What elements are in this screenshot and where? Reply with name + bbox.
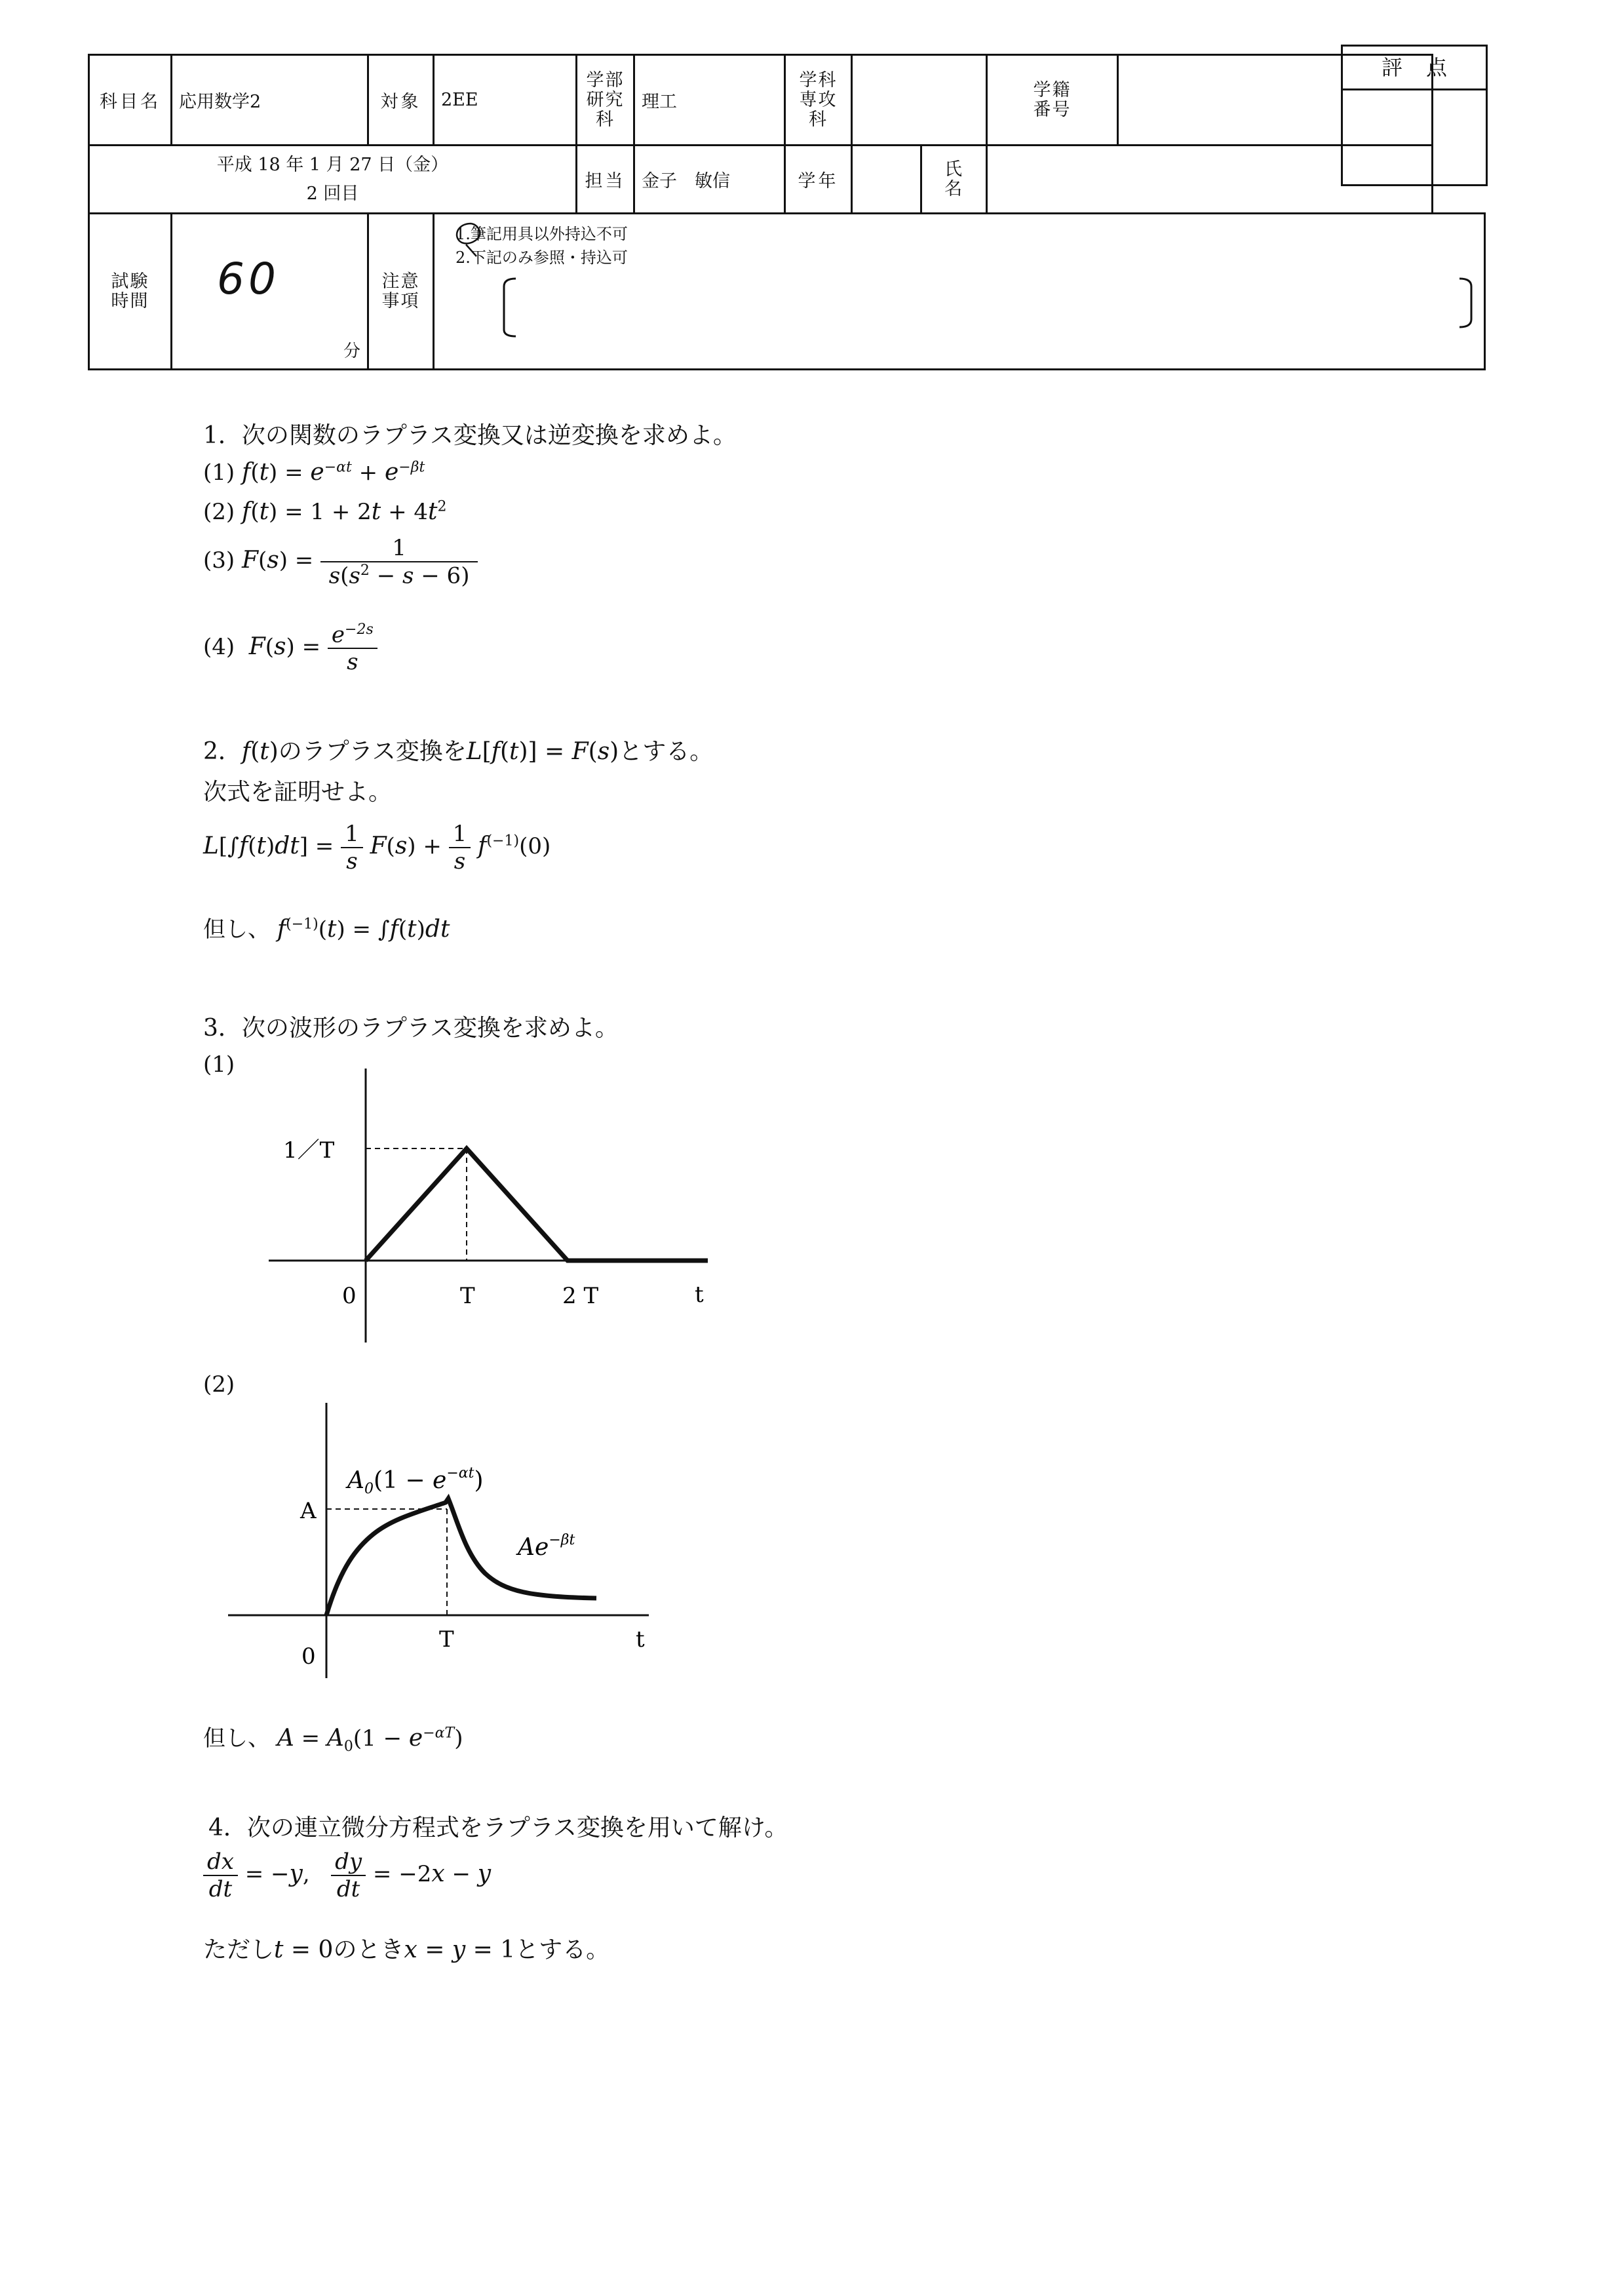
dept-value[interactable] [852,55,987,146]
note-2: 2.下記のみ参照・持込可 [455,248,628,267]
notes-label: 注意 事項 [368,214,434,370]
date-cell [89,146,577,214]
score-label: 評点 [1343,47,1486,90]
q3-p1-label: (1) [203,1051,235,1078]
time-label: 試験 時間 [89,214,172,370]
q3-p2-label: (2) [203,1371,235,1398]
name-label: 氏 名 [921,146,987,214]
q1-item-1: (1) $f(t) = e^{-\alpha t} + e^{-\beta t}$ [203,459,425,486]
q1-p1-label: (1) [203,460,235,486]
q3-title: 3．次の波形のラプラス変換を求めよ。 [203,1015,619,1042]
q1-p2-label: (2) [203,499,235,525]
q1-item-3: (3) F(s) = $\frac{1}{s(s^2 - s - 6)}$ [203,535,478,589]
q4-equations: $\frac{dx}{dt}$ = −y, $\frac{dy}{dt}$ = −2x − y [203,1849,491,1902]
q3-graph-2 [216,1390,688,1691]
q2-line2: 次式を証明せよ。 [203,779,393,806]
q1-p4-label: (4) [203,634,235,661]
g2-t-label: t [636,1626,645,1653]
g2-x1: T [439,1626,454,1653]
g1-y-label: 1／T [283,1137,335,1164]
note-circle-mark [452,218,491,258]
notes-brackets [500,273,1483,345]
q2-formula: L[∫f(t)dt] = $\frac{1}{s}$ F(s) + $\frac{1}{s}$ $f^{(-1)}(0)$ [203,821,551,874]
instructor-label: 担当 [577,146,634,214]
faculty-label: 学部 研究科 [577,55,634,146]
exam-header-table [88,54,1486,370]
student-no-label: 学籍 番号 [987,55,1118,146]
score-box[interactable] [1341,45,1488,186]
target-label: 対象 [368,55,434,146]
q3-note: 但し、 $A = A_0(1 - e^{-\alpha T})$ [203,1725,463,1755]
g1-t-label: t [695,1282,704,1308]
q4-condition: ただしt = 0のときx = y = 1とする。 [203,1936,610,1963]
notes-cell [434,214,1485,370]
time-value-cell [172,214,368,370]
g1-x0: 0 [342,1283,357,1309]
note-1: 1.筆記用具以外持込不可 [455,225,628,243]
target-value: 2EE [434,55,577,146]
g1-x1: T [460,1283,475,1309]
year-value[interactable] [852,146,921,214]
q3-graph-1 [256,1062,727,1350]
subject-value: 応用数学2 [172,55,368,146]
dept-label: 学科 専攻科 [785,55,852,146]
exam-date: 平成 18 年 1 月 27 日（金） [216,154,449,175]
q1-p3-label: (3) [203,547,235,574]
year-label: 学年 [785,146,852,214]
q4-title: 4．次の連立微分方程式をラプラス変換を用いて解け。 [208,1814,788,1841]
subject-label: 科目名 [89,55,172,146]
g2-y-label: A [300,1498,317,1524]
q1-title: 1．次の関数のラプラス変換又は逆変換を求めよ。 [203,422,737,449]
g2-x0: 0 [301,1643,316,1670]
g1-x2: 2 T [562,1283,599,1309]
faculty-value: 理工 [634,55,785,146]
g2-decay-label: $Ae^{-\beta t}$ [518,1532,575,1561]
q1-item-2: (2) $f(t) = 1 + 2t + 4t^2$ [203,498,447,525]
q1-item-4: (4) F(s) = $\frac{e^{-2s}}{s}$ [203,621,377,675]
g2-rise-label: $A_0(1 - e^{-\alpha t})$ [347,1465,484,1497]
time-unit: 分 [343,342,360,361]
g2-rise-decay-curve [326,1499,596,1615]
time-value: 60 [217,254,280,304]
g1-triangle-waveform [366,1148,708,1261]
q2-note: 但し、 $f^{(-1)}(t) = \int f(t)dt$ [203,916,450,943]
q2-title: 2．f(t)のラプラス変換をL[f(t)] = F(s)とする。 [203,738,714,765]
instructor-value: 金子 敏信 [634,146,785,214]
exam-session: 2 回目 [306,183,359,204]
